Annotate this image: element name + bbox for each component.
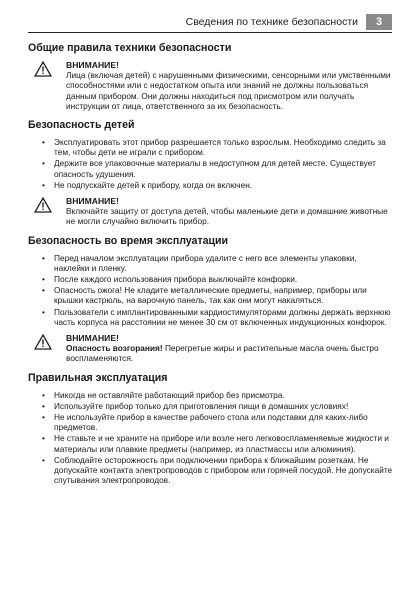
warning-triangle-icon [34, 334, 52, 350]
bullet-list [28, 253, 394, 327]
warning-label: ВНИМАНИЕ! [66, 333, 119, 344]
list-item: • Не подпускайте детей к прибору, когда он включен. [28, 180, 394, 190]
list-item: • Никогда не оставляйте работающий прибор без присмотра. [28, 390, 394, 400]
list-item: • Опасность ожога! Не кладите металлические предметы, например, приборы или крышки кастрюль, на варочную панель, так как они могут накаляться. [28, 285, 394, 305]
list-item: • Перед началом эксплуатации прибора удалите с него все элементы упаковки, наклейки и пленку. [28, 253, 394, 273]
section-title: Безопасность детей [28, 119, 135, 132]
list-item: • Не ставьте и не храните на приборе или возле него легковоспламеняемые жидкости и материалы или плавкие предметы (например, из пластмассы или алюминия). [28, 433, 394, 453]
section-title: Правильная эксплуатация [28, 371, 168, 384]
warning-block [28, 196, 394, 227]
list-item: • Используйте прибор только для приготовления пищи в домашних условиях! [28, 401, 394, 411]
warning-label: ВНИМАНИЕ! [66, 196, 119, 207]
warning-label: ВНИМАНИЕ! [66, 60, 119, 70]
list-item: • Пользователи с имплантированными кардиостимуляторами должны держать верхнюю часть корпуса на расстоянии не менее 30 см от включенных индукционных конфорок. [28, 307, 394, 327]
section-title: Безопасность во время эксплуатации [28, 234, 229, 247]
warning-triangle-icon [34, 61, 52, 77]
section-child-safety [28, 119, 394, 227]
list-item: • Не используйте прибор в качестве рабочего стола или подставки для каких-либо предметов. [28, 412, 394, 432]
page-header [28, 14, 392, 33]
section-operation-safety [28, 235, 394, 364]
warning-lead: Опасность возгорания! [66, 343, 163, 354]
list-item: • Соблюдайте осторожность при подключении прибора к ближайшим розеткам. Не допускайте контакта электропроводов с прибором или горячей посудой. Не допускайте спутывания электропроводов. [28, 455, 394, 486]
list-item: • Эксплуатировать этот прибор разрешается только взрослым. Необходимо следить за тем, чтобы дети не играли с прибором. [28, 137, 394, 157]
section-general-safety [28, 42, 394, 111]
list-item: • Держите все упаковочные материалы в недоступном для детей месте. Существует опасность удушения. [28, 158, 394, 178]
warning-text: Лица (включая детей) с нарушенными физическими, сенсорными или умственными способностями или с недостатком опыта или знаний не должны пользоваться данным прибором. Они должны находиться под присмотром или получать инструкции от лица, ответственного за их безопасность. [66, 70, 391, 111]
page-content [28, 42, 394, 494]
section-title: Общие правила техники безопасности [28, 42, 232, 54]
bullet-list [28, 137, 394, 190]
page-number: 3 [366, 14, 392, 30]
bullet-list [28, 390, 394, 486]
header-title: Сведения по технике безопасности [185, 16, 358, 28]
warning-block [28, 333, 394, 364]
warning-text: Перегретые жиры и растительные масла очень быстро воспламеняются. [66, 343, 379, 364]
warning-block [28, 60, 394, 111]
warning-text: Включайте защиту от доступа детей, чтобы маленькие дети и домашние животные не могли случайно включить прибор. [66, 206, 388, 227]
warning-triangle-icon [34, 197, 52, 213]
section-proper-use [28, 372, 394, 486]
list-item: • После каждого использования прибора выключайте конфорки. [28, 274, 394, 284]
